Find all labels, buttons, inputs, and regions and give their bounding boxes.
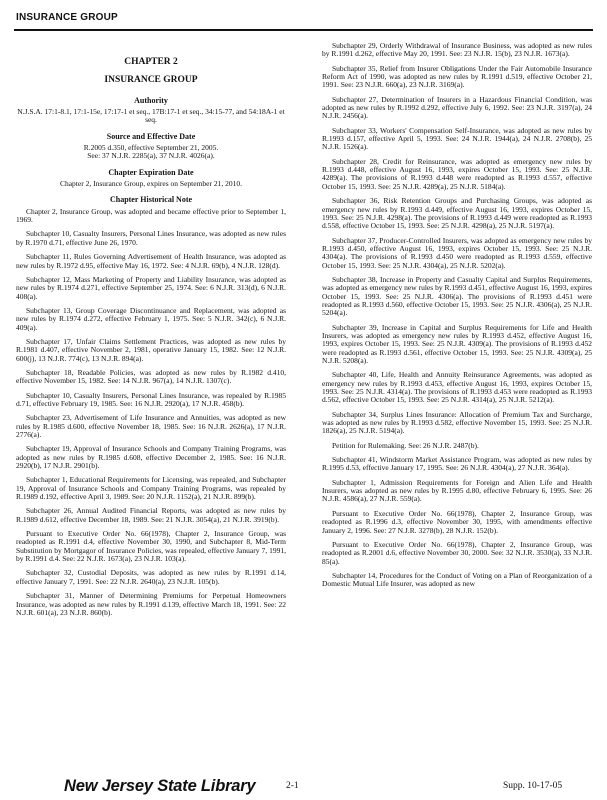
history-paragraph: Subchapter 35, Relief from Insurer Obligations Under the Fair Automobile Insurance Reform Act of 1990, was adopted as new rules by R.1991 d.519, effective October 21, 1991. See: 23 N.J.R. 660(a), 23 N.J.R. 3169(a).: [322, 63, 592, 90]
history-paragraph: Subchapter 14, Procedures for the Conduct of Voting on a Plan of Reorganization of a Domestic Mutual Life Insurer, was adopted as new: [322, 570, 592, 589]
history-paragraph: Subchapter 11, Rules Governing Advertisement of Health Insurance, was adopted as new rules by R.1972 d.95, effective May 16, 1972. See: 4 N.J.R. 69(b), 4 N.J.R. 128(d).: [16, 252, 286, 270]
history-paragraph: Subchapter 34, Surplus Lines Insurance: Allocation of Premium Tax and Surcharge, was adopted as new rules by R.1993 d.582, effective November 15, 1993. See: 25 N.J.R. 1826(a), 25 N.J.R. 5194(a).: [322, 409, 592, 436]
header-rule: [14, 29, 593, 31]
history-paragraph: Subchapter 10, Casualty Insurers, Personal Lines Insurance, was repealed by R.1985 d.71, effective February 19, 1985. See: 16 N.J.R. 2920(a), 17 N.J.R. 458(b).: [16, 390, 286, 408]
expiration-heading: Chapter Expiration Date: [108, 167, 194, 177]
history-paragraph: Subchapter 40, Life, Health and Annuity Reinsurance Agreements, was adopted as emergency new rules by R.1993 d.453, effective August 16, 1993, expires October 15, 1993. See: 25 N.J.R. 4314(a). The provisions of R.1993 d.453 were readopted as R.1993 d.562, effective October 15, 1993. See: 25 N.J.R. 4314(a), 25 N.J.R. 5212(a).: [322, 370, 592, 405]
left-column: [16, 42, 286, 623]
history-paragraph: Subchapter 23, Advertisement of Life Insurance and Annuities, was adopted as new rules by R.1985 d.600, effective November 18, 1985. See: 16 N.J.R. 2626(a), 17 N.J.R. 2776(a).: [16, 413, 286, 439]
history-heading: Chapter Historical Note: [109, 195, 193, 205]
chapter-title: INSURANCE GROUP: [104, 75, 198, 86]
history-paragraph: Pursuant to Executive Order No. 66(1978), Chapter 2, Insurance Group, was readopted as R.1996 d.3, effective November 30, 1995, with amendments effective January 2, 1996. See: 27 N.J.R. 3278(b), 28 N.J.R. 152(b).: [322, 508, 592, 535]
library-logo: New Jersey State Library: [64, 777, 256, 795]
history-paragraph: Subchapter 37, Producer-Controlled Insurers, was adopted as emergency new rules by R.1993 d.450, effective August 16, 1993, expires October 15, 1993. See: 25 N.J.R. 4304(a). The provisions of R.1993 d.450 were readopted as R.1993 d.559, effective October 15, 1993. See: 25 N.J.R. 4304(a), 25 N.J.R. 5202(a).: [322, 235, 592, 270]
history-paragraph: Subchapter 31, Manner of Determining Premiums for Perpetual Homeowners Insurance, was adopted as new rules by R.1991 d.139, effective March 18, 1991. See: 22 N.J.R. 601(a), 23 N.J.R. 860(b).: [16, 591, 286, 617]
history-paragraph: Subchapter 28, Credit for Reinsurance, was adopted as emergency new rules by R.1993 d.448, effective August 16, 1993, expires October 15, 1993. See: 25 N.J.R. 4289(a). The provisions of R.1993 d.448 were readopted as R.1993 d.557, effective October 15, 1993. See: 25 N.J.R. 4289(a), 25 N.J.R. 5184(a).: [322, 156, 592, 191]
history-paragraph: Pursuant to Executive Order No. 66(1978), Chapter 2, Insurance Group, was readopted as R.2001 d.6, effective November 30, 2000. See: 32 N.J.R. 3530(a), 33 N.J.R. 85(a).: [322, 539, 592, 566]
chapter-heading: CHAPTER 2: [124, 57, 178, 67]
running-head-title: INSURANCE GROUP: [16, 12, 118, 23]
history-paragraph: Chapter 2, Insurance Group, was adopted and became effective prior to September 1, 1969.: [16, 206, 286, 225]
history-notes: [16, 208, 286, 617]
authority-heading: Authority: [134, 95, 168, 105]
source-line: R.2005 d.350, effective September 21, 2005.: [83, 143, 219, 153]
history-paragraph: Subchapter 27, Determination of Insurers in a Hazardous Financial Condition, was adopted as new rules by R.1992 d.292, effective July 6, 1992. See: 23 N.J.R. 3197(a), 24 N.J.R. 2456(a).: [322, 94, 592, 121]
history-paragraph: Subchapter 1, Educational Requirements for Licensing, was repealed, and Subchapter 19, Approval of Insurance Schools and Company Training Programs, was repealed by R.1989 d.192, effective April 3, 1989. See: 20 N.J.R. 1152(a), 21 N.J.R. 899(b).: [16, 475, 286, 502]
history-paragraph: Subchapter 32, Custodial Deposits, was adopted as new rules by R.1991 d.14, effective January 7, 1991. See: 22 N.J.R. 2640(a), 23 N.J.R. 105(b).: [16, 568, 286, 586]
history-paragraph: Subchapter 10, Casualty Insurers, Personal Lines Insurance, was adopted as new rules by R.1970 d.71, effective June 26, 1970.: [16, 229, 286, 247]
history-notes-continued: [322, 42, 592, 589]
history-paragraph: Subchapter 18, Readable Policies, was adopted as new rules by R.1982 d.410, effective November 15, 1982. See: 14 N.J.R. 967(a), 14 N.J.R. 1307(c).: [16, 367, 286, 386]
source-heading: Source and Effective Date: [106, 131, 196, 141]
history-paragraph: Subchapter 13, Group Coverage Discontinuance and Replacement, was adopted as new rules by R.1974 d.272, effective February 1, 1975. See: 5 N.J.R. 342(c), 6 N.J.R. 409(a).: [16, 305, 286, 332]
page-number: 2-1: [286, 781, 299, 791]
history-paragraph: Subchapter 36, Risk Retention Groups and Purchasing Groups, was adopted as emergency new rules by R.1993 d.449, effective August 16, 1993, expires October 15, 1993. See: 25 N.J.R. 4298(a). The provisions of R.1993 d.449 were readopted as R.1993 d.558, effective October 15, 1993. See: 25 N.J.R. 4298(a), 25 N.J.R. 5197(a).: [322, 196, 592, 231]
history-paragraph: Subchapter 12, Mass Marketing of Property and Liability Insurance, was adopted as new rules by R.1974 d.271, effective September 25, 1974. See: 6 N.J.R. 313(d), 6 N.J.R. 408(a).: [16, 274, 286, 301]
history-paragraph: Subchapter 29, Orderly Withdrawal of Insurance Business, was adopted as new rules by R.1991 d.262, effective May 20, 1991. See: 23 N.J.R. 15(b), 23 N.J.R. 1673(a).: [322, 41, 592, 59]
supplement-date: Supp. 10-17-05: [503, 781, 563, 791]
history-paragraph: Pursuant to Executive Order No. 66(1978), Chapter 2, Insurance Group, was readopted as R.1991 d.4, effective November 30, 1990, and Subchapter 8, Mid-Term Substitution by Mortgagor of Insurance Policies, was repealed, effective January 7, 1991, by R.1991 d.4. See: 22 N.J.R. 1673(a), 23 N.J.R. 103(a).: [16, 529, 286, 564]
history-paragraph: Petition for Rulemaking. See: 26 N.J.R. 2487(b).: [332, 440, 479, 450]
expiration-text: Chapter 2, Insurance Group, expires on September 21, 2010.: [59, 179, 243, 189]
history-paragraph: Subchapter 17, Unfair Claims Settlement Practices, was adopted as new rules by R.1981 d.407, effective November 2, 1981, operative January 15, 1982. See: 12 N.J.R. 600(j), 13 N.J.R. 774(c), 13 N.J.R. 894(a).: [16, 336, 286, 363]
history-paragraph: Subchapter 33, Workers' Compensation Self-Insurance, was adopted as new rules by R.1993 d.157, effective April 5, 1993. See: 24 N.J.R. 1944(a), 24 N.J.R. 2708(b), 25 N.J.R. 1526(a).: [322, 125, 592, 152]
history-paragraph: Subchapter 1, Admission Requirements for Foreign and Alien Life and Health Insurers, was adopted as new rules by R.1995 d.80, effective February 6, 1995. See: 26 N.J.R. 4586(a), 27 N.J.R. 559(a).: [322, 477, 592, 504]
source-citation: See: 37 N.J.R. 2285(a), 37 N.J.R. 4026(a).: [87, 151, 215, 161]
history-paragraph: Subchapter 41, Windstorm Market Assistance Program, was adopted as new rules by R.1995 d.53, effective January 17, 1995. See: 26 N.J.R. 4304(a), 27 N.J.R. 364(a).: [322, 455, 592, 473]
authority-text: N.J.S.A. 17:1-8.1, 17:1-15e, 17:17-1 et seq., 17B:17-1 et seq., 34:15-77, and 54:18A-1 et seq.: [17, 107, 285, 125]
history-paragraph: Subchapter 38, Increase in Property and Casualty Capital and Surplus Requirements, was adopted as emergency new rules by R.1993 d.451, effective August 16, 1993, expires October 15, 1993. See: 25 N.J.R. 4306(a). The provisions of R.1993 d.451 were readopted as R.1993 d.560, effective October 15, 1993. See: 25 N.J.R. 4306(a), 25 N.J.R. 5204(a).: [322, 274, 592, 318]
right-column: [322, 42, 592, 595]
history-paragraph: Subchapter 26, Annual Audited Financial Reports, was adopted as new rules by R.1989 d.612, effective December 18, 1989. See: 21 N.J.R. 3054(a), 21 N.J.R. 3919(b).: [16, 506, 286, 524]
history-paragraph: Subchapter 19, Approval of Insurance Schools and Company Training Programs, was adopted as new rules by R.1985 d.608, effective December 2, 1985. See: 16 N.J.R. 2920(b), 17 N.J.R. 2901(b).: [16, 444, 286, 471]
history-paragraph: Subchapter 39, Increase in Capital and Surplus Requirements for Life and Health Insurers, was adopted as emergency new rules by R.1993 d.452, effective August 16, 1993, expires October 15, 1993. See: 25 N.J.R. 4309(a). The provisions of R.1993 d.452 were readopted as R.1993 d.561, effective October 15, 1993. See: 25 N.J.R. 4309(a), 25 N.J.R. 5208(a).: [322, 322, 592, 365]
